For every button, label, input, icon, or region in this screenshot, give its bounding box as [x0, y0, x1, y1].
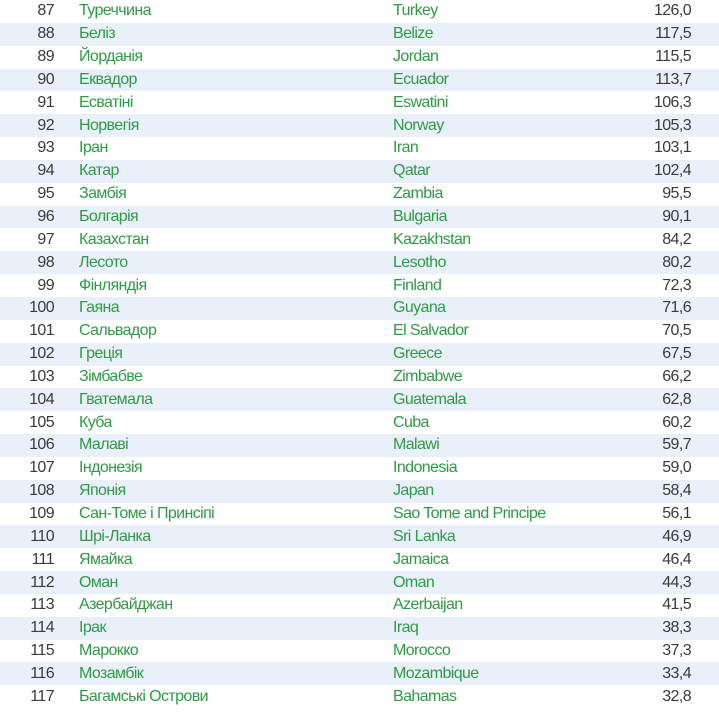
country-name-english[interactable]: Norway	[393, 116, 444, 134]
country-name-english[interactable]: Guyana	[393, 299, 446, 317]
table-row	[0, 685, 719, 708]
table-row	[0, 251, 719, 274]
rank-cell: 105	[29, 413, 54, 431]
country-name-english[interactable]: Qatar	[393, 162, 431, 180]
country-name-ukrainian[interactable]: Ямайка	[79, 550, 133, 568]
value-cell: 113,7	[655, 70, 691, 88]
rank-cell: 97	[37, 230, 54, 248]
rank-cell: 110	[30, 527, 54, 545]
table-row	[0, 411, 719, 434]
table-row	[0, 69, 719, 92]
rank-cell: 117	[30, 687, 54, 705]
country-name-english[interactable]: Indonesia	[393, 459, 457, 477]
value-cell: 102,4	[653, 162, 691, 180]
rank-cell: 111	[31, 550, 54, 568]
country-name-ukrainian[interactable]: Індонезія	[79, 459, 143, 477]
country-name-english[interactable]: Lesotho	[393, 253, 446, 271]
table-row	[0, 480, 719, 503]
country-name-english[interactable]: Japan	[393, 482, 434, 500]
rank-cell: 115	[30, 642, 54, 660]
country-name-english[interactable]: Mozambique	[393, 664, 479, 682]
table-row	[0, 183, 719, 206]
country-name-ukrainian[interactable]: Фінляндія	[79, 276, 147, 294]
table-row	[0, 160, 719, 183]
country-name-english[interactable]: Azerbaijan	[393, 596, 463, 614]
table-row	[0, 640, 719, 663]
country-name-ukrainian[interactable]: Ірак	[79, 619, 106, 637]
country-name-ukrainian[interactable]: Багамські Острови	[79, 687, 208, 705]
table-row	[0, 297, 719, 320]
value-cell: 115,5	[655, 48, 691, 66]
rank-cell: 93	[37, 139, 54, 157]
rank-cell: 100	[29, 299, 54, 317]
value-cell: 37,3	[662, 642, 691, 660]
rank-cell: 91	[37, 93, 54, 111]
value-cell: 38,3	[662, 619, 691, 637]
table-row	[0, 343, 719, 366]
country-name-english[interactable]: Sri Lanka	[393, 527, 456, 545]
value-cell: 126,0	[653, 2, 691, 20]
country-name-english[interactable]: Kazakhstan	[393, 230, 471, 248]
value-cell: 32,8	[662, 687, 691, 705]
rank-cell: 112	[30, 573, 54, 591]
country-name-english[interactable]: Jamaica	[393, 550, 449, 568]
country-name-english[interactable]: Guatemala	[393, 390, 466, 408]
rank-cell: 87	[37, 2, 54, 20]
value-cell: 117,5	[655, 25, 691, 43]
table-row	[0, 0, 719, 23]
rank-cell: 108	[29, 482, 54, 500]
value-cell: 46,9	[662, 527, 691, 545]
country-name-ukrainian[interactable]: Зімбабве	[79, 367, 143, 385]
rank-cell: 103	[29, 367, 54, 385]
country-name-ukrainian[interactable]: Туреччина	[79, 2, 151, 20]
country-name-english[interactable]: Iraq	[393, 619, 419, 637]
country-name-english[interactable]: Morocco	[393, 642, 451, 660]
country-name-ukrainian[interactable]: Беліз	[79, 25, 116, 43]
country-name-ukrainian[interactable]: Йорданія	[79, 48, 143, 66]
table-row	[0, 137, 719, 160]
value-cell: 59,7	[662, 436, 691, 454]
value-cell: 84,2	[662, 230, 691, 248]
table-row	[0, 457, 719, 480]
value-cell: 103,1	[653, 139, 691, 157]
country-name-english[interactable]: Turkey	[393, 2, 438, 20]
table-row	[0, 91, 719, 114]
value-cell: 33,4	[662, 664, 691, 682]
value-cell: 62,8	[662, 390, 691, 408]
country-name-ukrainian[interactable]: Лесото	[79, 253, 128, 271]
value-cell: 95,5	[662, 185, 691, 203]
country-name-english[interactable]: Jordan	[393, 48, 439, 66]
value-cell: 66,2	[662, 367, 691, 385]
value-cell: 44,3	[662, 573, 691, 591]
country-name-english[interactable]: Sao Tome and Principe	[393, 504, 546, 522]
country-name-english[interactable]: Ecuador	[393, 70, 449, 88]
country-name-english[interactable]: Bahamas	[393, 687, 457, 705]
rank-cell: 94	[37, 162, 54, 180]
rank-cell: 88	[37, 25, 54, 43]
country-name-ukrainian[interactable]: Куба	[79, 413, 112, 431]
rank-cell: 92	[37, 116, 54, 134]
country-name-english[interactable]: Zimbabwe	[393, 367, 463, 385]
country-name-english[interactable]: Bulgaria	[393, 208, 447, 226]
country-name-ukrainian[interactable]: Греція	[79, 345, 123, 363]
country-name-english[interactable]: Greece	[393, 345, 442, 363]
country-name-ukrainian[interactable]: Мозамбік	[79, 664, 144, 682]
value-cell: 105,3	[653, 116, 691, 134]
country-name-ukrainian[interactable]: Болгарія	[79, 208, 139, 226]
table-row	[0, 662, 719, 685]
rank-cell: 99	[37, 276, 54, 294]
rank-cell: 98	[37, 253, 54, 271]
country-name-english[interactable]: Finland	[393, 276, 442, 294]
table-row	[0, 594, 719, 617]
value-cell: 41,5	[662, 596, 691, 614]
value-cell: 80,2	[662, 253, 691, 271]
table-row	[0, 23, 719, 46]
country-name-ukrainian[interactable]: Казахстан	[79, 230, 149, 248]
country-name-ukrainian[interactable]: Гватемала	[79, 390, 153, 408]
value-cell: 67,5	[662, 345, 691, 363]
rank-cell: 104	[29, 390, 54, 408]
value-cell: 59,0	[662, 459, 691, 477]
table-row	[0, 571, 719, 594]
table-row	[0, 548, 719, 571]
country-name-ukrainian[interactable]: Шрі-Ланка	[79, 527, 151, 545]
value-cell: 106,3	[653, 93, 691, 111]
table-row	[0, 274, 719, 297]
table-row	[0, 503, 719, 526]
country-name-english[interactable]: Eswatini	[393, 93, 448, 111]
table-row	[0, 206, 719, 229]
table-row	[0, 228, 719, 251]
country-name-english[interactable]: Cuba	[393, 413, 429, 431]
value-cell: 72,3	[662, 276, 691, 294]
rank-cell: 116	[30, 664, 54, 682]
country-name-english[interactable]: Iran	[393, 139, 419, 157]
country-name-ukrainian[interactable]: Есватіні	[79, 93, 133, 111]
value-cell: 71,6	[662, 299, 691, 317]
country-name-ukrainian[interactable]: Японія	[79, 482, 126, 500]
value-cell: 56,1	[662, 504, 691, 522]
rank-cell: 114	[30, 619, 54, 637]
table-row	[0, 366, 719, 389]
country-name-english[interactable]: Oman	[393, 573, 435, 591]
rank-cell: 101	[29, 322, 54, 340]
rank-cell: 90	[37, 70, 54, 88]
value-cell: 70,5	[662, 322, 691, 340]
country-name-english[interactable]: Zambia	[393, 185, 443, 203]
country-name-english[interactable]: Belize	[393, 25, 433, 43]
country-name-ukrainian[interactable]: Іран	[79, 139, 108, 157]
rank-cell: 106	[29, 436, 54, 454]
country-name-ukrainian[interactable]: Норвегія	[79, 116, 139, 134]
table-row	[0, 320, 719, 343]
country-name-ukrainian[interactable]: Азербайджан	[79, 596, 173, 614]
country-name-ukrainian[interactable]: Малаві	[79, 436, 129, 454]
country-name-english[interactable]: Malawi	[393, 436, 440, 454]
country-name-ukrainian[interactable]: Оман	[79, 573, 118, 591]
country-name-ukrainian[interactable]: Сальвадор	[79, 322, 157, 340]
table-row	[0, 388, 719, 411]
country-name-ukrainian[interactable]: Еквадор	[79, 70, 137, 88]
value-cell: 60,2	[662, 413, 691, 431]
rank-cell: 89	[37, 48, 54, 66]
table-row	[0, 525, 719, 548]
rank-cell: 95	[37, 185, 54, 203]
rank-cell: 109	[29, 504, 54, 522]
country-name-english[interactable]: El Salvador	[393, 322, 469, 340]
country-name-ukrainian[interactable]: Марокко	[79, 642, 139, 660]
value-cell: 90,1	[662, 208, 691, 226]
table-row	[0, 434, 719, 457]
rank-cell: 102	[29, 345, 54, 363]
rank-cell: 96	[37, 208, 54, 226]
country-name-ukrainian[interactable]: Гаяна	[79, 299, 120, 317]
table-row	[0, 46, 719, 69]
table-row	[0, 114, 719, 137]
country-name-ukrainian[interactable]: Сан-Томе і Принсіпі	[79, 504, 215, 522]
country-name-ukrainian[interactable]: Катар	[79, 162, 119, 180]
table-row	[0, 617, 719, 640]
country-name-ukrainian[interactable]: Замбія	[79, 185, 127, 203]
value-cell: 58,4	[662, 482, 691, 500]
value-cell: 46,4	[662, 550, 691, 568]
rank-cell: 107	[29, 459, 54, 477]
rank-cell: 113	[30, 596, 54, 614]
